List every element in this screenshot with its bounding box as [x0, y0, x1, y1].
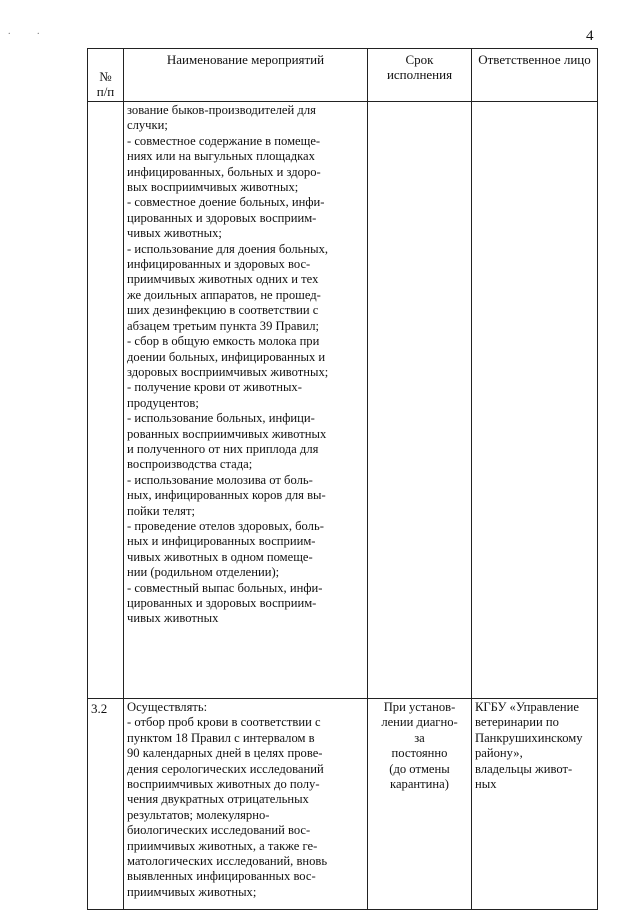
row2-lines-line: матологических исследований, вновь	[127, 854, 328, 869]
row1-term	[368, 102, 472, 699]
row2-resp-line: ветеринарии по	[475, 715, 559, 730]
header-term-line1: Срок	[405, 52, 434, 67]
row2-lines-line: чения двукратных отрицательных	[127, 792, 309, 807]
row2-term-line: лении диагно-	[381, 715, 458, 730]
row2-term-line: При установ-	[383, 700, 456, 714]
corner-marks: . .	[8, 26, 52, 37]
row1-lines-line: - совместное содержание в помеще-	[127, 133, 321, 148]
row1-lines-line: приимчивых животных одних и тех	[127, 272, 319, 287]
header-name: Наименование мероприятий	[124, 49, 368, 102]
row1-lines-line: - сбор в общую емкость молока при	[127, 334, 320, 349]
row1-lines-line: же доильных аппаратов, не прошед-	[127, 287, 321, 302]
row2-resp-line: району»,	[475, 746, 523, 761]
row2-resp-line: ных	[475, 777, 497, 792]
table-row	[88, 102, 598, 699]
row2-num: 3.2	[88, 699, 124, 910]
header-responsible: Ответственное лицо	[472, 49, 598, 102]
row1-lines-line: ниях или на выгульных площадках	[127, 149, 315, 164]
row1-lines-line: - совместное доение больных, инфи-	[127, 195, 325, 210]
row2-term-line: за	[414, 730, 425, 745]
row2-lines-line: - отбор проб крови в соответствии с	[127, 715, 321, 730]
row1-lines-line: доении больных, инфицированных и	[127, 349, 326, 364]
row2-resp-line: Панкрушихинскому	[475, 730, 583, 745]
row1-lines-line: ных, инфицированных коров для вы-	[127, 488, 326, 503]
row1-lines-line: - получение крови от животных-	[127, 380, 302, 395]
row2-responsible	[472, 699, 598, 910]
row1-lines-line: - проведение отелов здоровых, боль-	[127, 518, 324, 533]
row2-lines-line: Осуществлять:	[127, 700, 208, 714]
row1-lines-line: воспроизводства стада;	[127, 457, 253, 472]
row1-lines-line: пойки телят;	[127, 503, 195, 518]
row2-term-line: постоянно	[391, 746, 448, 761]
row1-num	[88, 102, 124, 699]
row1-lines-line: цированных и здоровых восприим-	[127, 596, 317, 610]
row2-lines-line: 90 календарных дней в целях прове-	[127, 746, 323, 761]
row2-resp-line: владельцы живот-	[475, 761, 573, 776]
measures-table	[87, 48, 598, 910]
row1-measures	[124, 102, 368, 699]
row1-lines-line: - использование молозива от боль-	[127, 472, 313, 487]
row2-term-line: карантина)	[390, 777, 449, 792]
row1-lines-line: ших дезинфекцию в соответствии с	[127, 303, 319, 318]
row1-lines-line: - совместный выпас больных, инфи-	[127, 580, 323, 595]
row2-term-line: (до отмены	[389, 761, 450, 776]
header-num-line1: №	[99, 69, 112, 84]
row2-term-text	[368, 699, 471, 792]
row2-lines-line: биологических исследований вос-	[127, 823, 311, 838]
row2-term	[368, 699, 472, 910]
row2-responsible-text	[472, 699, 597, 792]
row1-lines-line: здоровых восприимчивых животных;	[127, 364, 329, 379]
row1-lines-line: продуцентов;	[127, 395, 199, 410]
row2-lines-line: дения серологических исследований	[127, 761, 324, 776]
row1-lines-line: нии (родильном отделении);	[127, 565, 280, 580]
header-term-line2: исполнения	[386, 67, 453, 82]
row1-lines-line: - использование больных, инфици-	[127, 411, 315, 426]
page-number: 4	[586, 28, 594, 44]
header-num	[88, 49, 124, 102]
row1-lines-line: инфицированных, больных и здоро-	[127, 164, 321, 179]
table-row	[88, 699, 598, 910]
row2-lines-line: пунктом 18 Правил с интервалом в	[127, 730, 315, 745]
table-header-row	[88, 49, 598, 102]
row2-resp-line: КГБУ «Управление	[475, 700, 579, 714]
row1-lines-line: абзацем третьим пункта 39 Правил;	[127, 318, 319, 333]
row1-lines-line: рованных восприимчивых животных	[127, 426, 327, 441]
row2-measures	[124, 699, 368, 910]
row2-lines-line: результатов; молекулярно-	[127, 807, 270, 822]
row1-measures-text	[124, 102, 367, 627]
row1-lines-line: инфицированных и здоровых вос-	[127, 257, 311, 272]
row1-lines-line: зование быков-производителей для	[127, 103, 316, 117]
row1-lines-line: цированных и здоровых восприим-	[127, 210, 317, 225]
row1-lines-line: чивых животных;	[127, 226, 222, 241]
row1-lines-line: ных и инфицированных восприим-	[127, 534, 316, 549]
header-term	[368, 49, 472, 102]
row2-lines-line: выявленных инфицированных вос-	[127, 869, 316, 884]
row2-lines-line: приимчивых животных, а также ге-	[127, 838, 318, 853]
row1-responsible	[472, 102, 598, 699]
row2-lines-line: приимчивых животных;	[127, 884, 257, 899]
row2-lines-line: восприимчивых животных до полу-	[127, 777, 320, 792]
row1-lines-line: чивых животных в одном помеще-	[127, 549, 313, 564]
header-num-line2: п/п	[96, 84, 115, 99]
row1-lines-line: - использование для доения больных,	[127, 241, 329, 256]
row1-lines-line: и полученного от них приплода для	[127, 441, 319, 456]
row2-measures-text	[124, 699, 367, 900]
row1-lines-line: вых восприимчивых животных;	[127, 180, 299, 195]
row1-lines-line: чивых животных	[127, 611, 219, 626]
row1-lines-line: случки;	[127, 118, 168, 133]
